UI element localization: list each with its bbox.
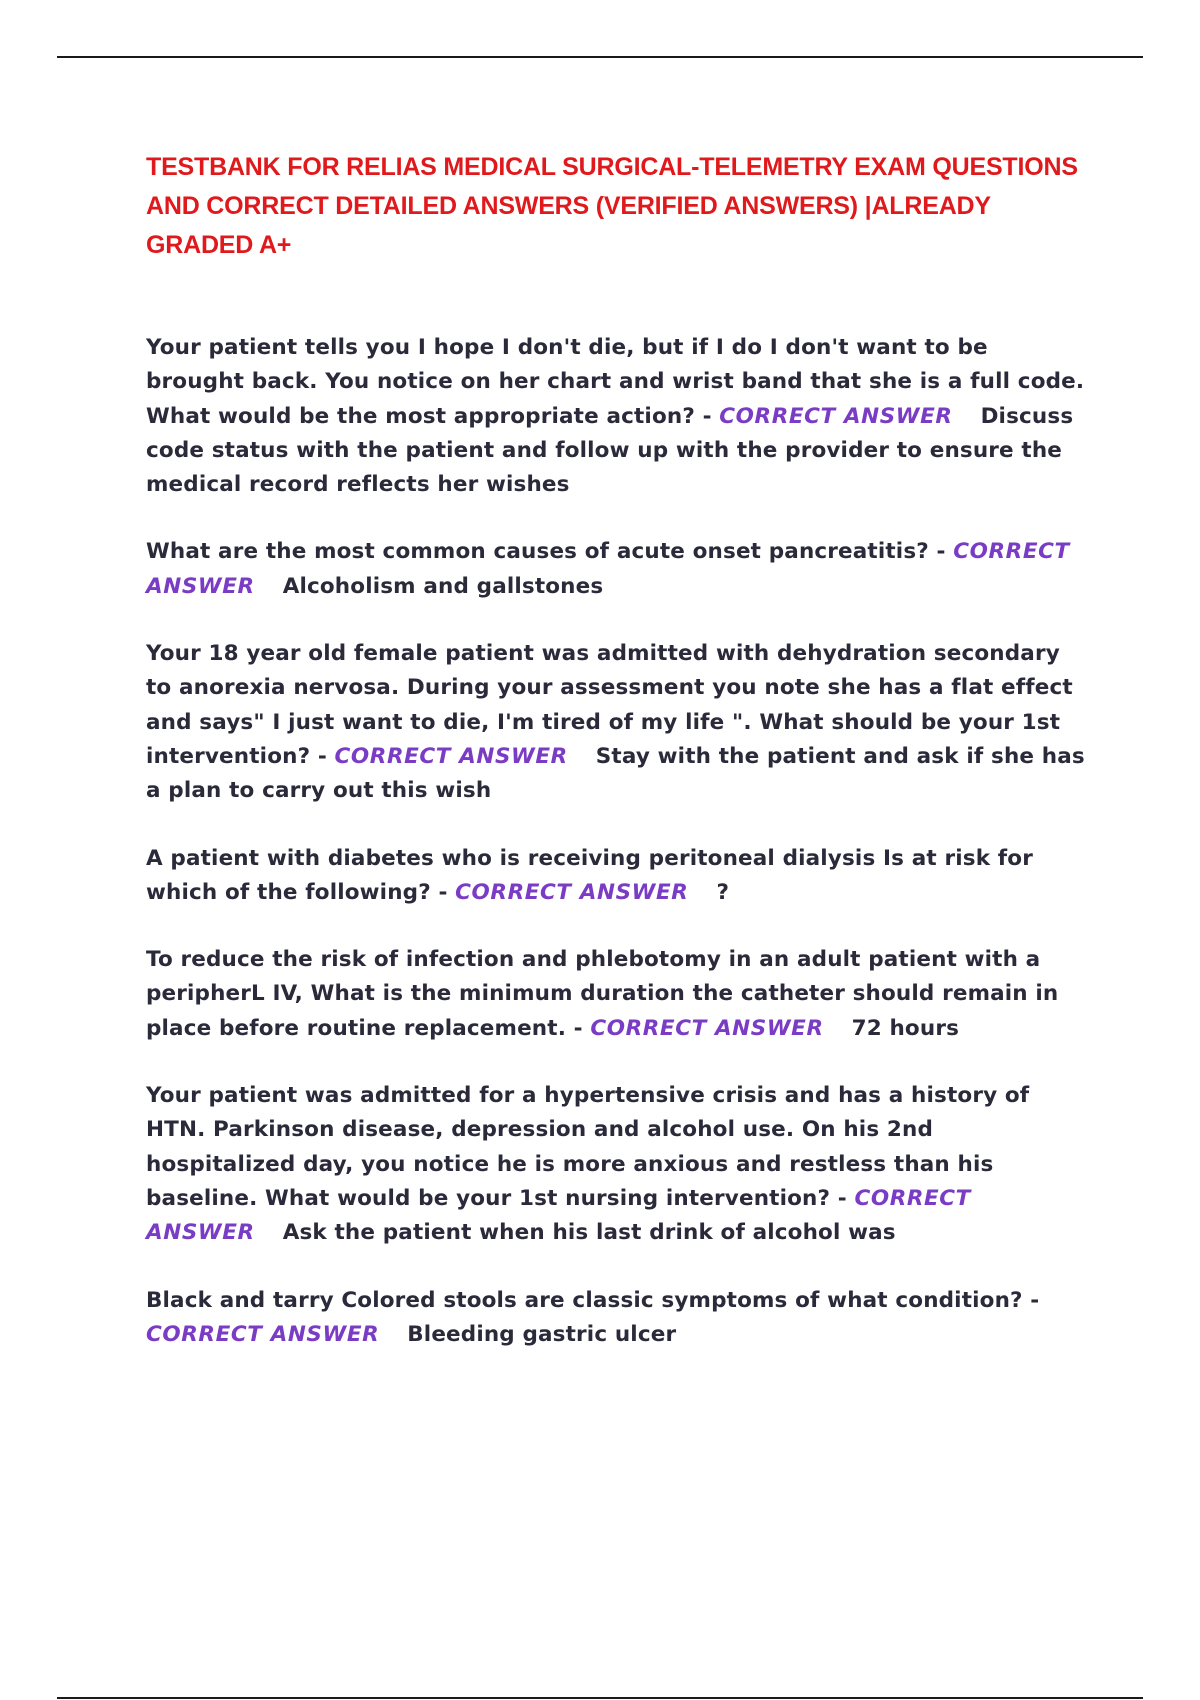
qa-item: [146, 1284, 1086, 1353]
qa-item: [146, 637, 1086, 808]
question-text: Your patient tells you I hope I don't die, but if I do I don't want to be brought back. You notice on her chart and wrist band that she is a full code. What would be the most appropriate action? -: [146, 335, 1085, 429]
answer-text: ?: [716, 879, 730, 905]
correct-answer-label: CORRECT ANSWER: [719, 403, 953, 429]
answer-text: Bleeding gastric ulcer: [407, 1321, 677, 1347]
answer-text: Ask the patient when his last drink of alcohol was: [282, 1220, 896, 1246]
answer-text: Stay with the patient and ask if she has a plan to carry out this wish: [146, 743, 1085, 804]
question-text: What are the most common causes of acute onset pancreatitis? -: [146, 539, 954, 565]
question-text: Black and tarry Colored stools are classic symptoms of what condition? -: [146, 1287, 1040, 1313]
question-text: Your 18 year old female patient was admitted with dehydration secondary to anorexia nervosa. During your assessment you note she has a flat effect and says" I just want to die, I'm tired of my life ". What should be your 1st intervention? -: [146, 641, 1073, 769]
document-body: [146, 148, 1086, 1385]
correct-answer-label: CORRECT ANSWER: [590, 1015, 824, 1041]
answer-text: Discuss code status with the patient and follow up with the provider to ensure the medical record reflects her wishes: [146, 403, 1074, 498]
correct-answer-label: CORRECT ANSWER: [146, 1185, 971, 1246]
correct-answer-label: CORRECT ANSWER: [455, 879, 689, 905]
header-rule: [57, 56, 1143, 58]
answer-text: 72 hours: [851, 1015, 960, 1041]
qa-item: [146, 331, 1086, 502]
document-title: TESTBANK FOR RELIAS MEDICAL SURGICAL-TELEMETRY EXAM QUESTIONS AND CORRECT DETAILED ANSWERS (VERIFIED ANSWERS) |ALREADY GRADED A+: [146, 153, 1078, 259]
question-text: A patient with diabetes who is receiving peritoneal dialysis Is at risk for which of the following? -: [146, 845, 1033, 905]
qa-item: [146, 535, 1086, 604]
question-text: Your patient was admitted for a hypertensive crisis and has a history of HTN. Parkinson disease, depression and alcohol use. On his 2nd hospitalized day, you notice he is more anxious and restless than his baseline. What would be your 1st nursing intervention? -: [146, 1083, 1030, 1211]
answer-text: Alcoholism and gallstones: [282, 573, 604, 599]
question-text: To reduce the risk of infection and phlebotomy in an adult patient with a peripherL IV, What is the minimum duration the catheter should remain in place before routine replacement. -: [146, 947, 1059, 1041]
qa-item: [146, 1079, 1086, 1250]
footer-rule: [57, 1697, 1143, 1699]
correct-answer-label: CORRECT ANSWER: [334, 743, 568, 769]
correct-answer-label: CORRECT ANSWER: [146, 1321, 380, 1347]
qa-item: [146, 842, 1086, 911]
correct-answer-label: CORRECT ANSWER: [146, 539, 1070, 599]
qa-item: [146, 943, 1086, 1046]
